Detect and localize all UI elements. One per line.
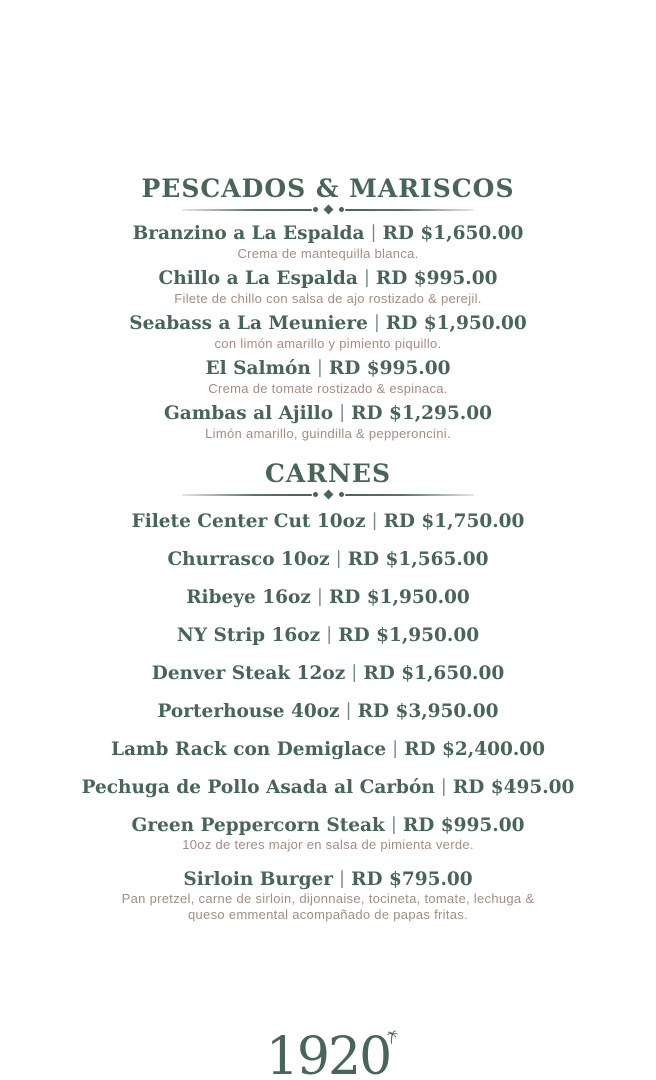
item-separator: |: [440, 776, 447, 797]
item-price: RD $1,295.00: [351, 403, 492, 424]
item-title-line: [0, 549, 656, 571]
item-description: Limón amarillo, guindilla & pepperoncini.: [205, 426, 451, 441]
divider-line: [345, 494, 475, 496]
item-name: Ribeye 16oz: [186, 587, 311, 608]
item-title-line: [0, 701, 656, 723]
item-description: Pan pretzel, carne de sirloin, dijonnaise, tocineta, tomate, lechuga & queso emmental acompañado de papas fritas.: [121, 891, 535, 922]
item-description: Filete de chillo con salsa de ajo rostizado & perejil.: [174, 291, 482, 306]
menu-item: [0, 777, 656, 799]
menu-item: [0, 549, 656, 571]
restaurant-logo: [265, 1027, 391, 1080]
item-price: RD $995.00: [402, 815, 525, 836]
menu-item: [0, 511, 656, 533]
item-price: RD $2,400.00: [404, 739, 546, 760]
item-title-line: [0, 402, 656, 426]
item-separator: |: [392, 738, 399, 759]
divider-dot: [313, 207, 318, 212]
item-name: Churrasco 10oz: [167, 549, 330, 570]
item-separator: |: [371, 510, 378, 531]
item-price: RD $995.00: [375, 268, 498, 289]
divider-diamond: [323, 490, 333, 500]
item-name: Sirloin Burger: [183, 869, 334, 890]
item-separator: |: [339, 402, 346, 423]
menu-item: [0, 815, 656, 853]
section-items: [0, 222, 656, 442]
item-separator: |: [335, 548, 342, 569]
section-divider: [182, 205, 474, 214]
item-title-line: [0, 739, 656, 761]
menu-item: [0, 739, 656, 761]
divider-line: [345, 209, 475, 211]
item-title-line: [0, 511, 656, 533]
section-items: [0, 511, 656, 923]
menu-item: [0, 402, 656, 442]
item-name: Filete Center Cut 10oz: [131, 511, 366, 532]
item-title-line: [0, 625, 656, 647]
item-title-line: [0, 815, 656, 837]
item-title-line: [0, 663, 656, 685]
item-title-line: [0, 312, 656, 336]
item-separator: |: [339, 868, 346, 889]
item-separator: |: [351, 662, 358, 683]
menu-item: [0, 222, 656, 262]
item-name: Green Peppercorn Steak: [131, 815, 385, 836]
item-name: Lamb Rack con Demiglace: [110, 739, 387, 760]
divider-line: [182, 209, 312, 211]
item-name: Denver Steak 12oz: [151, 663, 346, 684]
item-title-line: [0, 869, 656, 891]
item-name: El Salmón: [205, 358, 311, 379]
item-price: RD $1,950.00: [338, 625, 480, 646]
menu-item: [0, 701, 656, 723]
item-separator: |: [370, 222, 377, 243]
item-name: Gambas al Ajillo: [163, 403, 334, 424]
menu-item: [0, 587, 656, 609]
divider-dot: [339, 207, 344, 212]
item-price: RD $1,950.00: [385, 313, 527, 334]
item-price: RD $1,650.00: [382, 223, 524, 244]
item-price: RD $1,650.00: [363, 663, 505, 684]
menu-item: [0, 663, 656, 685]
section-pescados-mariscos: [0, 176, 656, 447]
section-divider: [182, 490, 474, 499]
menu-item: [0, 869, 656, 923]
item-price: RD $3,950.00: [357, 701, 499, 722]
menu-item: [0, 357, 656, 397]
divider-dot: [313, 492, 318, 497]
item-name: NY Strip 16oz: [176, 625, 321, 646]
item-name: Pechuga de Pollo Asada al Carbón: [81, 777, 435, 798]
divider-line: [182, 494, 312, 496]
item-title-line: [0, 587, 656, 609]
item-title-line: [0, 267, 656, 291]
item-name: Seabass a La Meuniere: [129, 313, 368, 334]
item-title-line: [0, 357, 656, 381]
item-description: Crema de mantequilla blanca.: [237, 246, 419, 261]
menu-item: [0, 625, 656, 647]
menu-item: [0, 267, 656, 307]
section-title: PESCADOS & MARISCOS: [141, 174, 515, 203]
logo-row: [265, 1027, 391, 1080]
item-price: RD $1,565.00: [347, 549, 489, 570]
logo-text: 1920: [265, 1027, 391, 1080]
item-separator: |: [316, 357, 323, 378]
item-description: 10oz de teres major en salsa de pimienta verde.: [182, 837, 474, 852]
item-price: RD $995.00: [328, 358, 451, 379]
item-name: Porterhouse 40oz: [157, 701, 340, 722]
item-separator: |: [326, 624, 333, 645]
item-separator: |: [363, 267, 370, 288]
item-price: RD $795.00: [351, 869, 473, 890]
section-carnes: [0, 461, 656, 939]
item-separator: |: [316, 586, 323, 607]
item-separator: |: [373, 312, 380, 333]
section-title: CARNES: [264, 459, 392, 488]
item-description: con limón amarillo y pimiento piquillo.: [214, 336, 442, 351]
menu-item: [0, 312, 656, 352]
divider-dot: [339, 492, 344, 497]
divider-diamond: [323, 205, 333, 215]
item-name: Chillo a La Espalda: [158, 268, 358, 289]
item-name: Branzino a La Espalda: [132, 223, 365, 244]
palm-tree-icon: [383, 1028, 399, 1044]
item-price: RD $1,750.00: [383, 511, 525, 532]
item-price: RD $1,950.00: [328, 587, 470, 608]
item-price: RD $495.00: [452, 777, 575, 798]
item-title-line: [0, 777, 656, 799]
item-title-line: [0, 222, 656, 246]
item-description: Crema de tomate rostizado & espinaca.: [208, 381, 448, 396]
item-separator: |: [390, 814, 397, 835]
item-separator: |: [345, 700, 352, 721]
